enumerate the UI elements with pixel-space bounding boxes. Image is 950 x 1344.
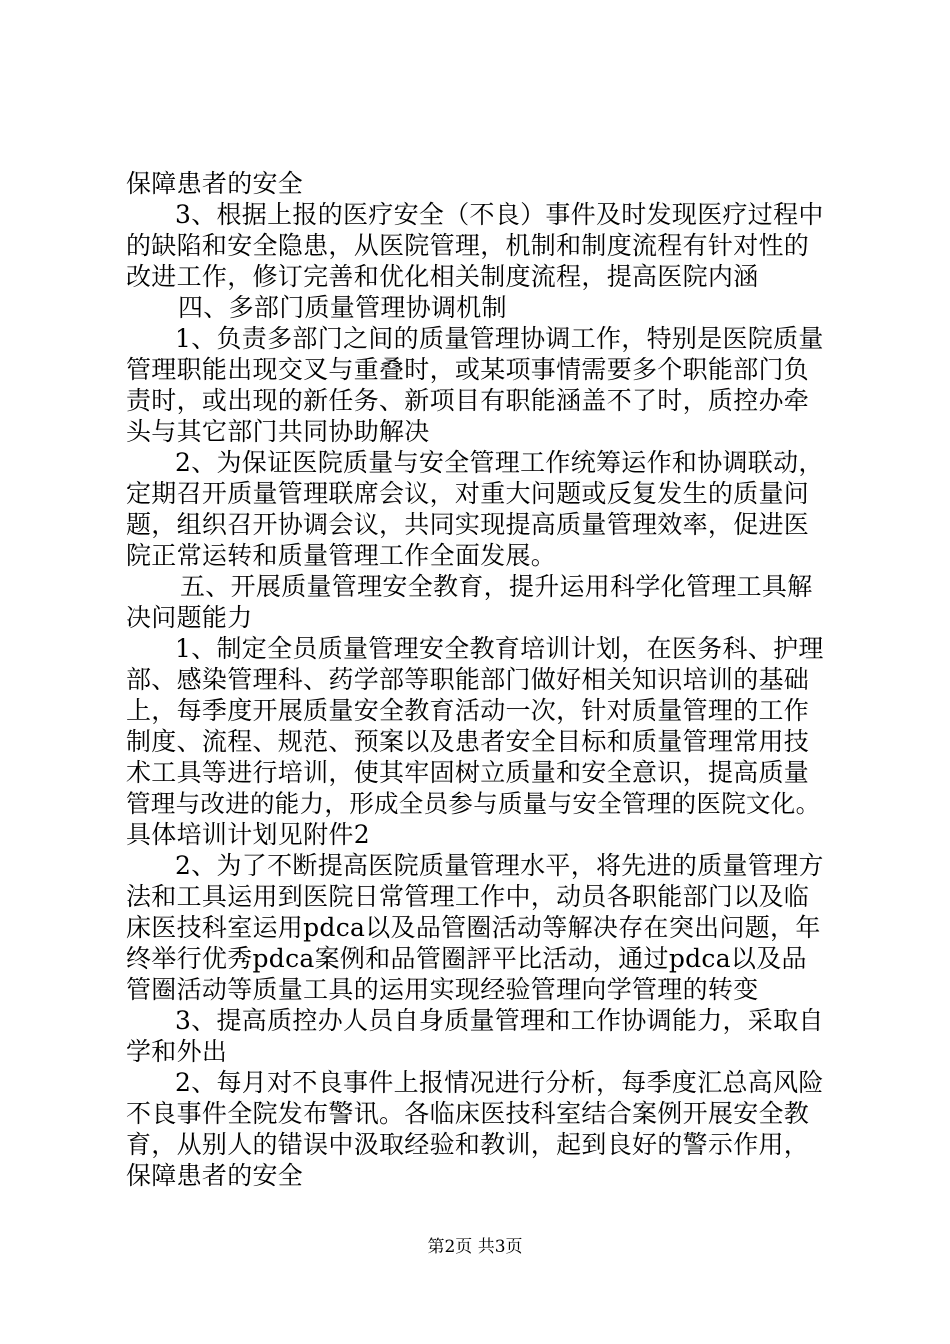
text-line: 责时，或出现的新任务、新项目有职能涵盖不了时，质控办牵 [126,386,810,415]
text-line: 管理职能出现交叉与重叠时，或某项事情需要多个职能部门负 [126,355,810,384]
text-line: 法和工具运用到医院日常管理工作中，动员各职能部门以及临 [126,882,810,911]
section-heading: 五、开展质量管理安全教育，提升运用科学化管理工具解 [180,572,813,601]
text-line: 保障患者的安全 [126,169,304,198]
page-number: 第2页 共3页 [427,1237,523,1257]
section-heading: 四、多部门质量管理协调机制 [178,293,507,322]
text-line: 定期召开质量管理联席会议，对重大问题或反复发生的质量问 [126,479,810,508]
text-line: 1、制定全员质量管理安全教育培训计划，在医务科、护理 [175,634,824,663]
text-line: 育，从别人的错误中汲取经验和教训，起到良好的警示作用， [126,1130,810,1159]
text-line: 上，每季度开展质量安全教育活动一次，针对质量管理的工作 [126,696,810,725]
text-line: 学和外出 [126,1037,228,1066]
text-line: 保障患者的安全 [126,1161,304,1190]
text-line: 院正常运转和质量管理工作全面发展。 [126,541,557,570]
text-line: 管圈活动等质量工具的运用实现经验管理向学管理的转变 [126,975,759,1004]
text-line: 2、为保证医院质量与安全管理工作统筹运作和协调联动， [175,448,824,477]
text-line: 部、感染管理科、药学部等职能部门做好相关知识培训的基础 [126,665,810,694]
text-line: 决问题能力 [126,603,253,632]
text-line: 的缺陷和安全隐患，从医院管理，机制和制度流程有针对性的 [126,231,810,260]
text-line: 1、负责多部门之间的质量管理协调工作，特别是医院质量 [175,324,824,353]
text-line: 改进工作，修订完善和优化相关制度流程，提高医院内涵 [126,262,759,291]
text-line: 3、根据上报的医疗安全（不良）事件及时发现医疗过程中 [175,200,824,229]
text-line: 2、每月对不良事件上报情况进行分析，每季度汇总高风险 [175,1068,824,1097]
text-line: 题，组织召开协调会议，共同实现提高质量管理效率，促进医 [126,510,810,539]
text-line: 不良事件全院发布警讯。各临床医技科室结合案例开展安全教 [126,1099,810,1128]
text-line: 制度、流程、规范、预案以及患者安全目标和质量管理常用技 [126,727,810,756]
text-line: 具体培训计划见附件2 [126,820,370,849]
text-line: 管理与改进的能力，形成全员参与质量与安全管理的医院文化。 [126,789,821,818]
text-line: 终举行优秀pdca案例和品管圈評平比活动，通过pdca以及品 [126,944,807,973]
text-line: 床医技科室运用pdca以及品管圈活动等解决存在突出问题，年 [126,913,821,942]
text-line: 2、为了不断提高医院质量管理水平，将先进的质量管理方 [175,851,824,880]
text-line: 术工具等进行培训，使其牢固树立质量和安全意识，提高质量 [126,758,810,787]
text-line: 头与其它部门共同协助解决 [126,417,430,446]
text-line: 3、提高质控办人员自身质量管理和工作协调能力，采取自 [175,1006,824,1035]
